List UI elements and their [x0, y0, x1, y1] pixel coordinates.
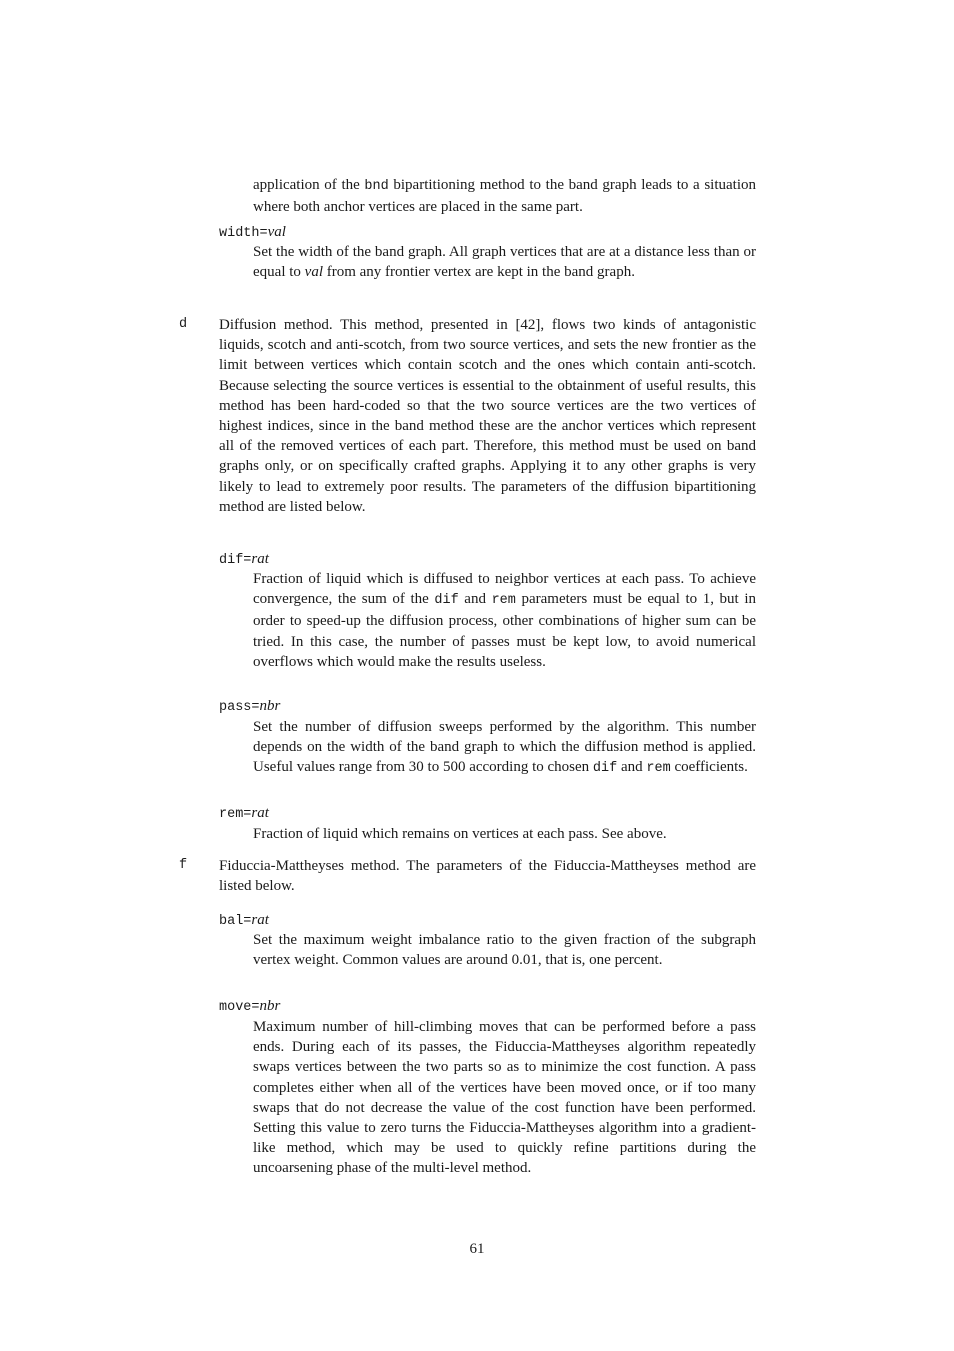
intro-paragraph: application of the bnd bipartitioning method to the band graph leads to a situation where both anchor vertices are placed in the same part.	[253, 177, 757, 216]
bal-param-desc: Set the maximum weight imbalance ratio to the given fraction of the subgraph vertex weight. Common values are around 0.01, that is, one percent.	[253, 932, 756, 969]
pass-param-desc: Set the number of diffusion sweeps performed by the algorithm. This number depends on the width of the band graph to which the diffusion method is applied. Useful values range from 30 to 500 according to chosen dif and rem coefficients.	[253, 719, 756, 777]
bal-param-name: bal=rat	[219, 912, 269, 929]
pass-param-name: pass=nbr	[219, 698, 281, 715]
page-number: 61	[469, 1241, 485, 1257]
dif-param-desc: Fraction of liquid which is diffused to neighbor vertices at each pass. To achieve convergence, the sum of the dif and rem parameters must be equal to 1, but in order to speed-up the diffusion process, other combinations of higher sum can be tried. In this case, the number of passes must be kept low, to avoid numerical overflows which would make the results useless.	[253, 571, 756, 670]
method-f-letter: f	[179, 858, 188, 873]
width-param-desc: Set the width of the band graph. All graph vertices that are at a distance less than or equal to val from any frontier vertex are kept in the band graph.	[253, 244, 756, 281]
bnd-code: bnd	[364, 179, 389, 194]
rem-param-name: rem=rat	[219, 805, 269, 822]
rem-param-desc: Fraction of liquid which remains on vertices at each pass. See above.	[253, 826, 667, 842]
move-param-name: move=nbr	[219, 998, 281, 1015]
width-param-name: width=val	[219, 224, 286, 241]
method-d-desc: Diffusion method. This method, presented in [42], flows two kinds of antagonistic liquids, scotch and anti-scotch, from two source vertices, and sets the new frontier as the limit between vertices which contain scotch and the ones which contain anti-scotch. Because selecting the source vertices is essential to the obtainment of useful results, this method has been hard-coded so that the two source vertices are the two vertices of highest indices, since in the band method these are the anchor vertices which represent all of the removed vertices of each part. Therefore, this method must be used on band graphs only, or on specifically crafted graphs. Applying it to any other graphs is very likely to lead to extremely poor results. The parameters of the diffusion bipartitioning method are listed below.	[219, 317, 756, 515]
method-d-letter: d	[179, 317, 188, 332]
dif-param-name: dif=rat	[219, 551, 269, 568]
method-f-desc: Fiduccia-Mattheyses method. The parameters of the Fiduccia-Mattheyses method are listed below.	[219, 858, 756, 895]
move-param-desc: Maximum number of hill-climbing moves that can be performed before a pass ends. During each of its passes, the Fiduccia-Mattheyses algorithm repeatedly swaps vertices between the two parts so as to minimize the cost function. A pass completes either when all of the vertices have been moved once, or if too many swaps that do not decrease the value of the cost function have been performed. Setting this value to zero turns the Fiduccia-Mattheyses algorithm into a gradient-like method, which may be used to quickly refine partitions during the uncoarsening phase of the multi-level method.	[253, 1019, 756, 1177]
